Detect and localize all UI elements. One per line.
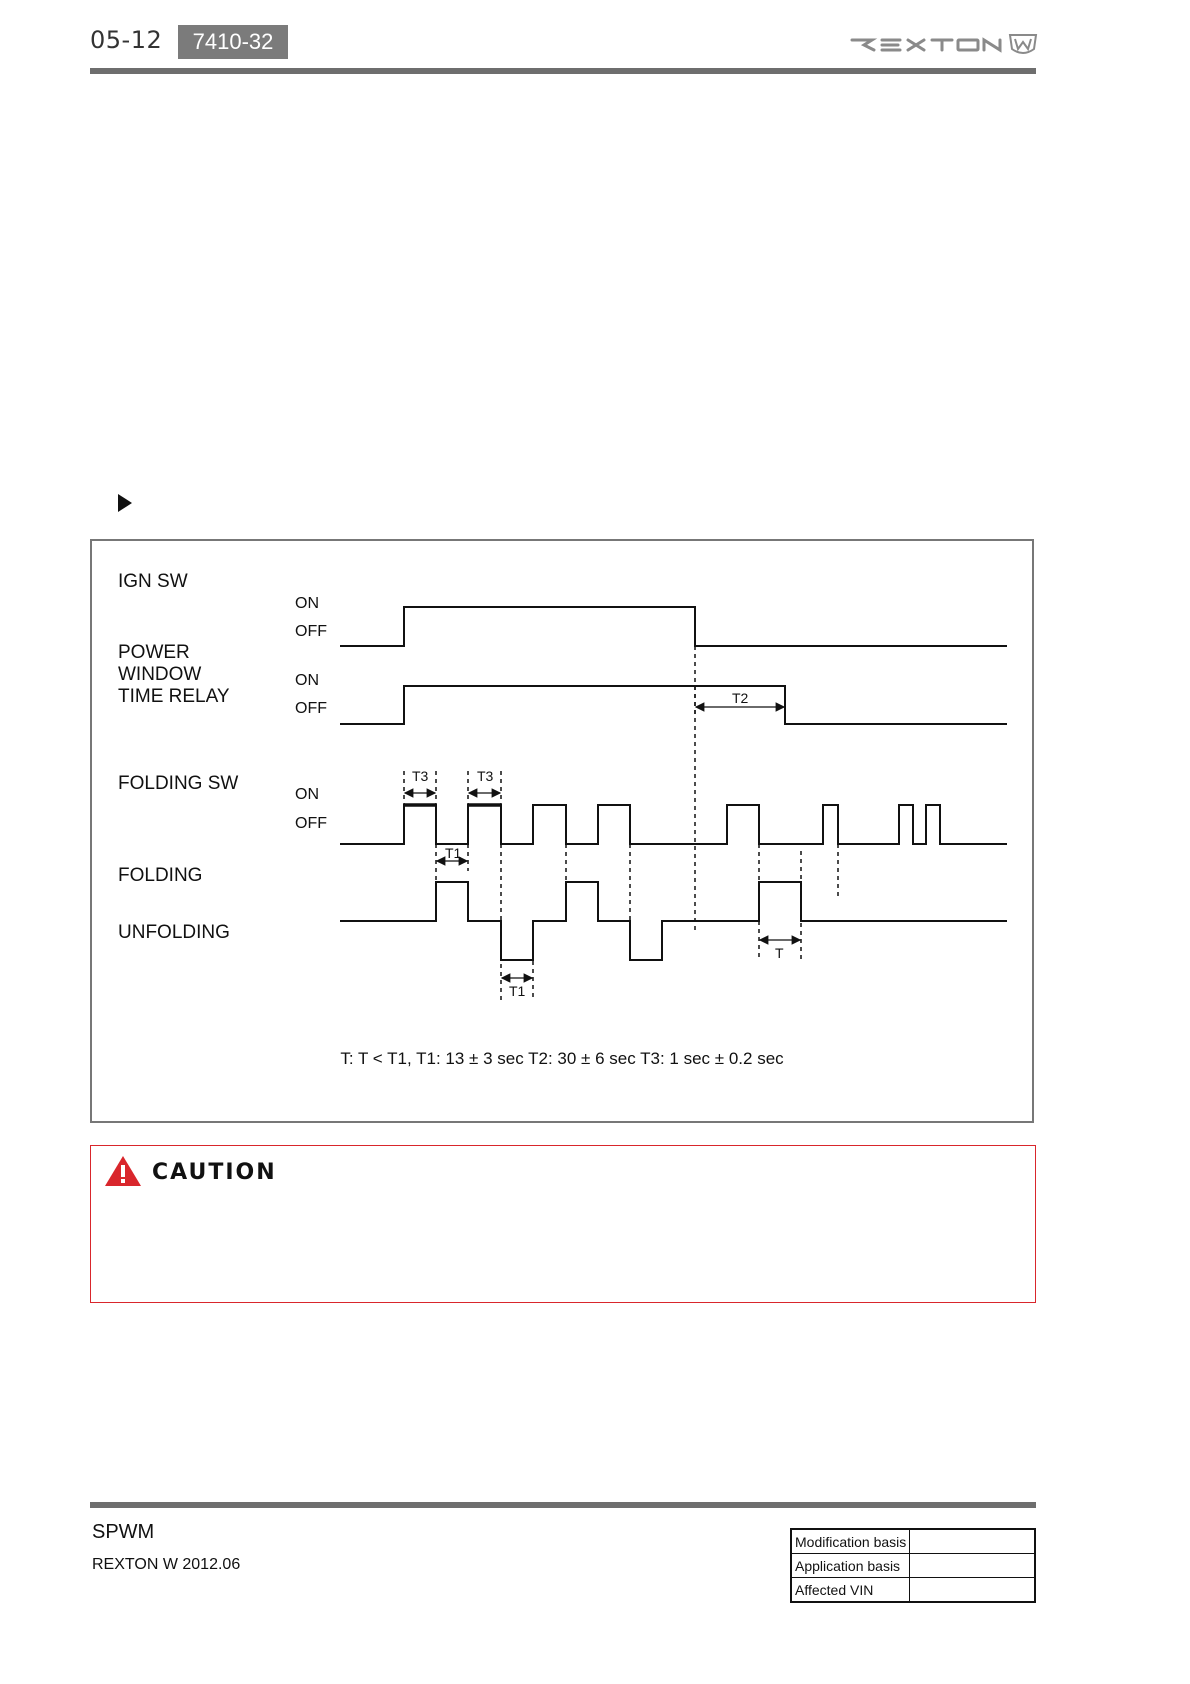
label-folding: FOLDING [118,865,203,886]
power-window-relay-waveform [340,686,1007,724]
ign-on-label: ON [295,595,319,612]
relay-on-label: ON [295,672,319,689]
t-label: T [775,945,784,961]
table-row [791,1529,1035,1554]
label-ign-sw: IGN SW [118,571,188,592]
timing-specification: T: T < T1, T1: 13 ± 3 sec T2: 30 ± 6 sec T3: 1 sec ± 0.2 sec [340,1049,784,1068]
folding-sw-off-label: OFF [295,815,327,832]
application-basis-value [910,1554,1035,1578]
application-basis-label: Application basis [791,1554,910,1578]
folding-sw-on-label: ON [295,786,319,803]
t3-label-2: T3 [477,768,494,784]
ign-off-label: OFF [295,623,327,640]
manual-name: SPWM [92,1521,155,1543]
warning-triangle-icon [103,1154,143,1188]
timing-diagram [90,539,1034,1123]
label-window: WINDOW [118,664,202,685]
caution-title: CAUTION [152,1160,277,1185]
revision-info-table [790,1528,1036,1603]
footer-rule [90,1502,1036,1508]
affected-vin-value [910,1578,1035,1603]
folding-sw-waveform [340,805,1007,844]
header-rule [90,68,1036,74]
t1-label-1: T1 [445,845,462,861]
t1-label-2: T1 [509,983,526,999]
t2-label: T2 [732,690,749,706]
label-power: POWER [118,642,190,663]
label-folding-sw: FOLDING SW [118,773,239,794]
modification-basis-value [910,1529,1035,1554]
ign-sw-waveform [340,607,1007,646]
affected-vin-label: Affected VIN [791,1578,910,1603]
label-time-relay: TIME RELAY [118,686,230,707]
timing-waveforms [92,541,1032,1121]
section-code-badge: 7410-32 [178,25,288,59]
folding-motor-waveform [340,882,1007,960]
section-bullet-icon [118,494,132,512]
relay-off-label: OFF [295,700,327,717]
table-row [791,1554,1035,1578]
t3-label-1: T3 [412,768,429,784]
label-unfolding: UNFOLDING [118,922,230,943]
model-year: REXTON W 2012.06 [92,1556,241,1573]
page-number: 05-12 [90,26,163,54]
table-row [791,1578,1035,1603]
modification-basis-label: Modification basis [791,1529,910,1554]
caution-box [90,1145,1036,1303]
rexton-w-logo [850,32,1040,58]
